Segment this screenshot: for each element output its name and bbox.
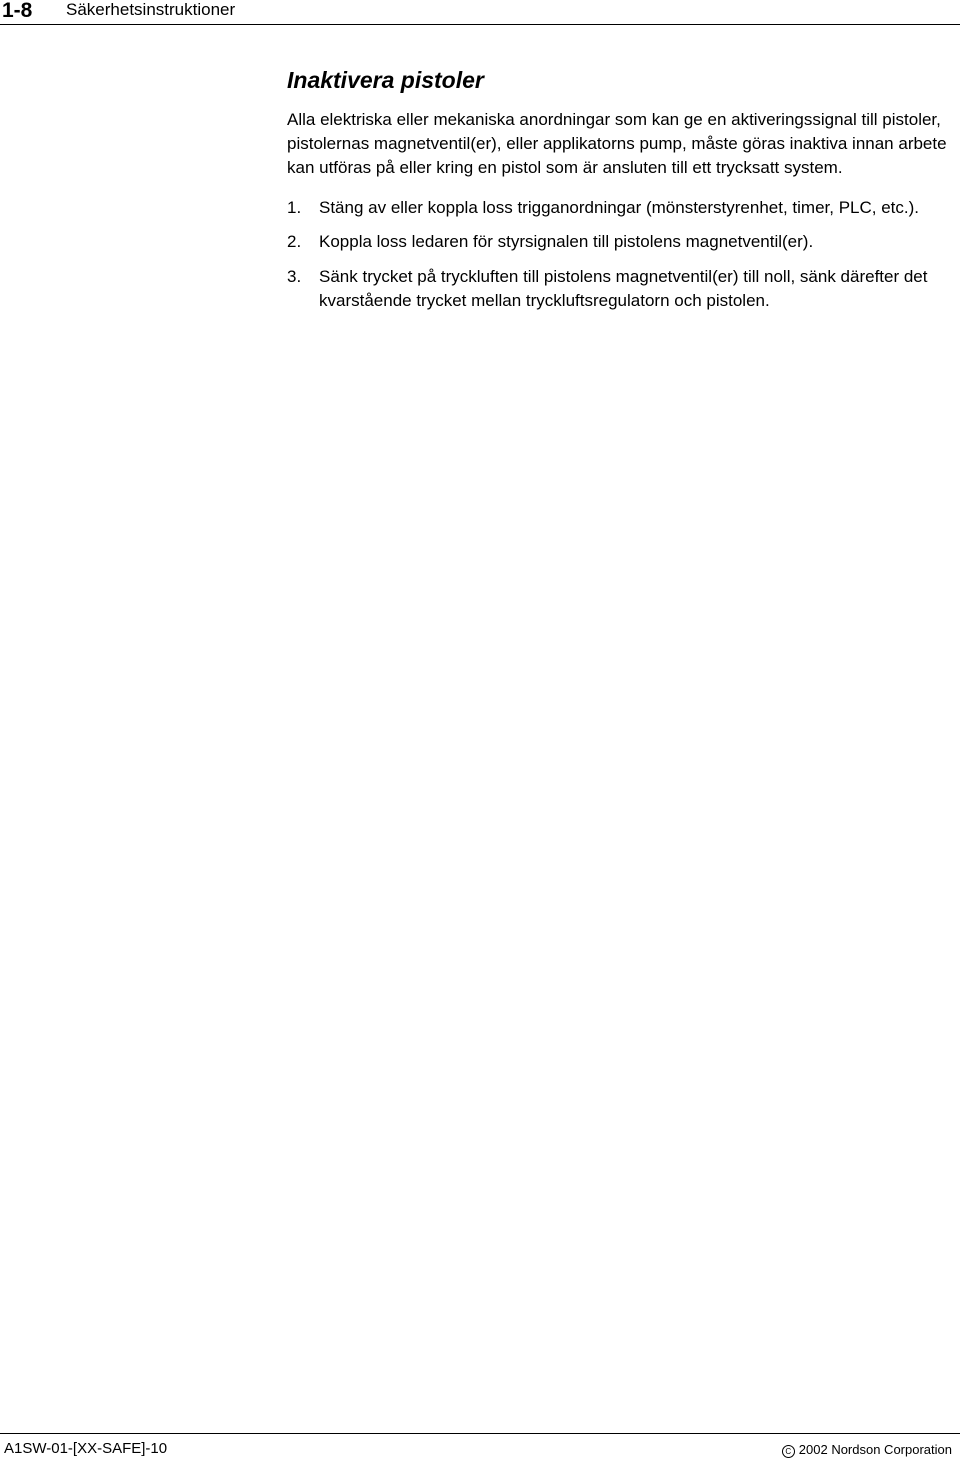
- step-item: [287, 265, 955, 313]
- step-item: [287, 196, 955, 220]
- document-code: A1SW-01-[XX-SAFE]-10: [4, 1440, 168, 1457]
- main-content: [287, 66, 955, 313]
- copyright-text: 2002 Nordson Corporation: [798, 1442, 952, 1457]
- header-divider: [0, 24, 960, 25]
- step-number: 1.: [287, 198, 302, 217]
- step-number: 2.: [287, 232, 302, 251]
- step-text: Stäng av eller koppla loss trigganordningar (mönsterstyrenhet, timer, PLC, etc.).: [319, 198, 920, 217]
- section-title: Säkerhetsinstruktioner: [66, 0, 236, 19]
- section-heading: Inaktivera pistoler: [287, 67, 484, 93]
- copyright-icon: C: [782, 1445, 795, 1458]
- page-number: 1-8: [2, 0, 33, 22]
- step-item: [287, 230, 955, 254]
- page-header: [0, 0, 960, 24]
- step-text: Sänk trycket på tryckluften till pistolens magnetventil(er) till noll, sänk därefter det kvarstående trycket mellan tryckluftsregulatorn och pistolen.: [319, 267, 928, 310]
- step-text: Koppla loss ledaren för styrsignalen till pistolens magnetventil(er).: [319, 232, 814, 251]
- footer-divider: [0, 1433, 960, 1434]
- step-number: 3.: [287, 267, 302, 286]
- copyright-notice: [782, 1442, 952, 1458]
- steps-list: [287, 196, 955, 313]
- intro-paragraph: Alla elektriska eller mekaniska anordningar som kan ge en aktiveringssignal till pistoler, pistolernas magnetventil(er), eller applikatorns pump, måste göras inaktiva innan arbete kan utföras på eller kring en pistol som är ansluten till ett trycksatt system.: [287, 110, 947, 177]
